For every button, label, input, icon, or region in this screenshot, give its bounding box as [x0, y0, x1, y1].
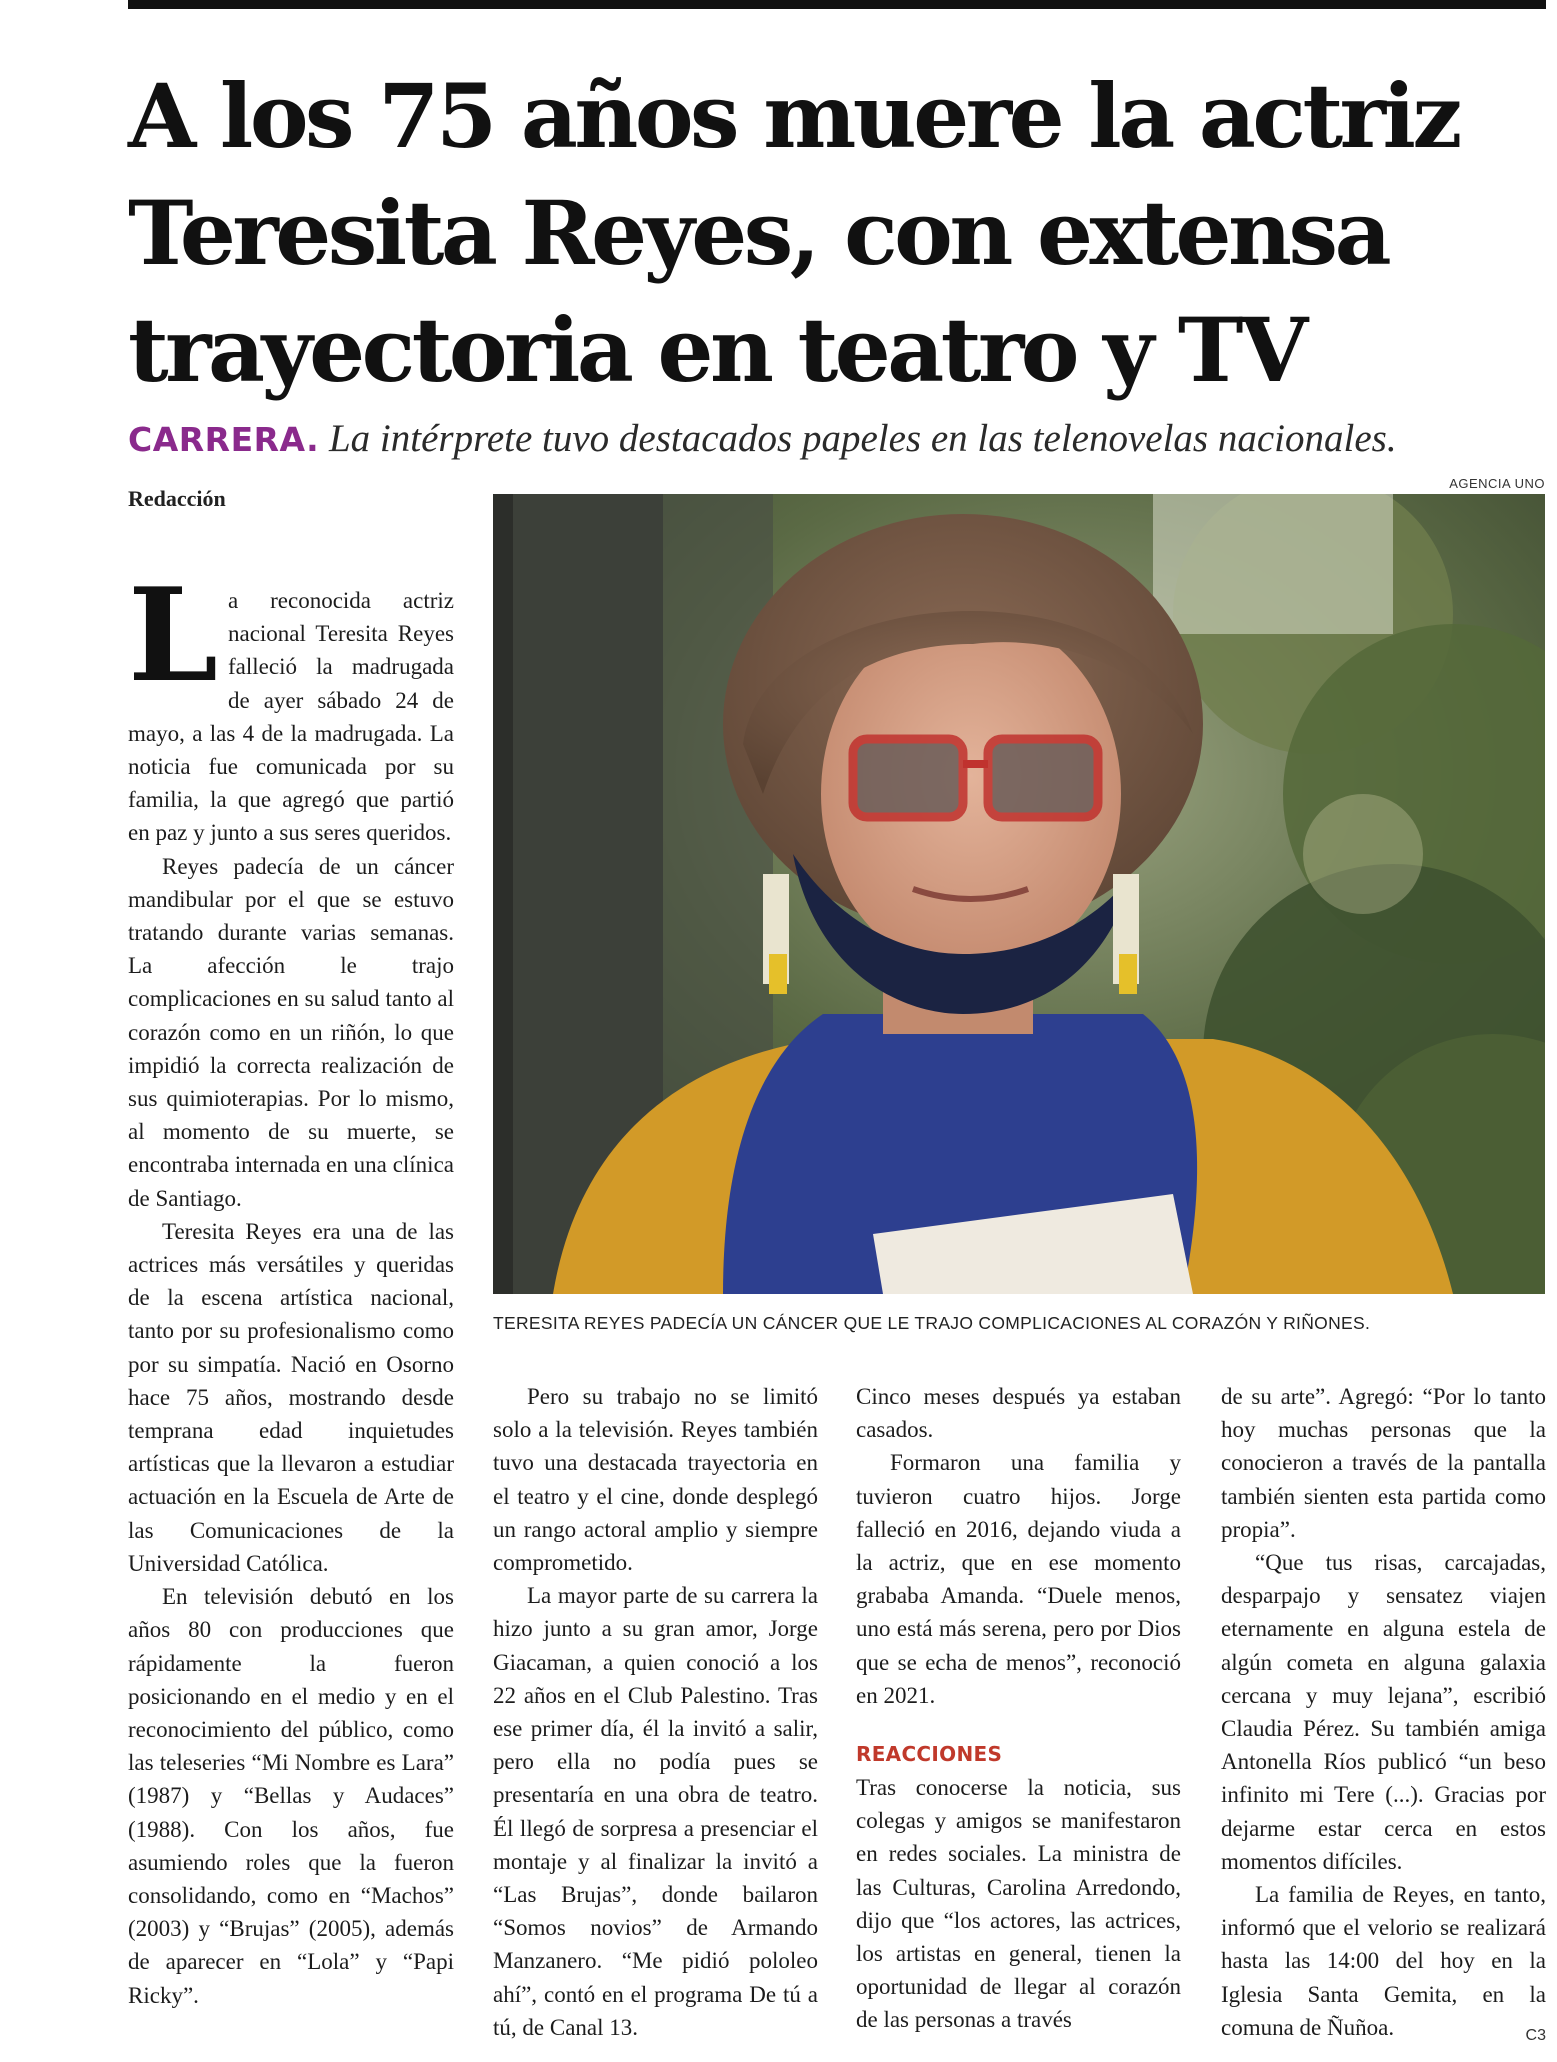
paragraph-10: de su arte”. Agregó: “Por lo tanto hoy muchas personas que la conocieron a través de la pantalla también sienten esta partida como propia”. [1221, 1384, 1546, 1542]
photo-caption: TERESITA REYES PADECÍA UN CÁNCER QUE LE TRAJO COMPLICACIONES AL CORAZÓN Y RIÑONES. [493, 1313, 1371, 1333]
paragraph-7: Cinco meses después ya estaban casados. [856, 1384, 1181, 1443]
drop-cap: L [128, 561, 218, 711]
top-rule [128, 0, 1546, 9]
byline: Redacción [128, 486, 226, 511]
article-photo [493, 494, 1545, 1294]
paragraph-12 [1221, 1878, 1546, 2044]
paragraph-2: Reyes padecía de un cáncer mandibular por el que se estuvo tratando durante varias semanas. La afección le trajo complicaciones en su salud tanto al corazón como en un riñón, lo que impidió la correcta realización de sus quimioterapias. Por lo mismo, al momento de su muerte, se encontraba internada en una clínica de Santiago. [128, 853, 454, 1211]
paragraph-6: La mayor parte de su carrera la hizo junto a su gran amor, Jorge Giacaman, a quien conoció a los 22 años en el Club Palestino. Tras ese primer día, él la invitó a salir, pero ella no podía pues se presentaría en una obra de teatro. Él llegó de sorpresa a presenciar el montaje y al finalizar la invitó a “Las Brujas”, donde bailaron “Somos novios” de Armando Manzanero. “Me pidió pololeo ahí”, contó en el programa De tú a tú, de Canal 13. [493, 1583, 818, 2040]
paragraph-1 [128, 561, 454, 850]
paragraph-12-text: La familia de Reyes, en tanto, informó que el velorio se realizará hasta las 14:00 del hoy en la Iglesia Santa Gemita, en la comuna de Ñuñoa. [1221, 1882, 1546, 2040]
paragraph-9: Tras conocerse la noticia, sus colegas y amigos se manifestaron en redes sociales. La ministra de las Culturas, Carolina Arredondo, dijo que “los actores, las actrices, los artistas en general, tienen la oportunidad de llegar al corazón de las personas a través [856, 1775, 1181, 2033]
paragraph-5: Pero su trabajo no se limitó solo a la televisión. Reyes también tuvo una destacada trayectoria en el teatro y el cine, donde desplegó un rango actoral amplio y siempre comprometido. [493, 1384, 818, 1576]
portrait-illustration [493, 494, 1545, 1294]
column-1 [128, 561, 454, 2012]
photo-credit: AGENCIA UNO [1449, 476, 1545, 491]
subheadline: La intérprete tuvo destacados papeles en las telenovelas nacionales. [319, 417, 1397, 460]
paragraph-8: Formaron una familia y tuvieron cuatro hijos. Jorge falleció en 2016, dejando viuda a la actriz, que en ese momento grababa Amanda. “Duele menos, uno está más serena, pero por Dios que se echa de menos”, reconoció en 2021. [856, 1450, 1181, 1708]
paragraph-11: “Que tus risas, carcajadas, desparpajo y sensatez viajen eternamente en alguna estela de algún cometa en alguna galaxia cercana y muy lejana”, escribió Claudia Pérez. Su también amiga Antonella Ríos publicó “un beso infinito mi Tere (...). Gracias por dejarme estar cerca en estos momentos difíciles. [1221, 1550, 1546, 1874]
paragraph-4: En televisión debutó en los años 80 con producciones que rápidamente la fueron posicionando en el medio y en el reconocimiento del público, como las teleseries “Mi Nombre es Lara” (1987) y “Bellas y Audaces” (1988). Con los años, fue asumiendo roles que la fueron consolidando, como en “Machos” (2003) y “Brujas” (2005), además de aparecer en “Lola” y “Papi Ricky”. [128, 1584, 454, 2008]
headline-line-1: A los 75 años muere la actriz [128, 64, 1459, 168]
paragraph-1-text: a reconocida actriz nacional Teresita Reyes falleció la madrugada de ayer sábado 24 de mayo, a las 4 de la madrugada. La noticia fue comunicada por su familia, la que agregó que partió en paz y junto a sus seres queridos. [128, 588, 454, 846]
paragraph-3: Teresita Reyes era una de las actrices más versátiles y queridas de la escena artística nacional, tanto por su profesionalismo como por su simpatía. Nació en Osorno hace 75 años, mostrando desde temprana edad inquietudes artísticas que la llevaron a estudiar actuación en la Escuela de Arte de las Comunicaciones de la Universidad Católica. [128, 1218, 454, 1576]
headline-line-3: trayectoria en teatro y TV [128, 298, 1305, 402]
section-heading-reacciones: REACCIONES [856, 1742, 1003, 1767]
headline-line-2: Teresita Reyes, con extensa [128, 181, 1389, 285]
headline [128, 58, 1548, 409]
deck [128, 416, 1548, 461]
end-mark: C3 [1525, 2026, 1546, 2044]
column-4 [1221, 1380, 1546, 2052]
column-3 [856, 1380, 1181, 2037]
kicker-label: CARRERA. [128, 420, 320, 459]
column-2 [493, 1380, 818, 2044]
